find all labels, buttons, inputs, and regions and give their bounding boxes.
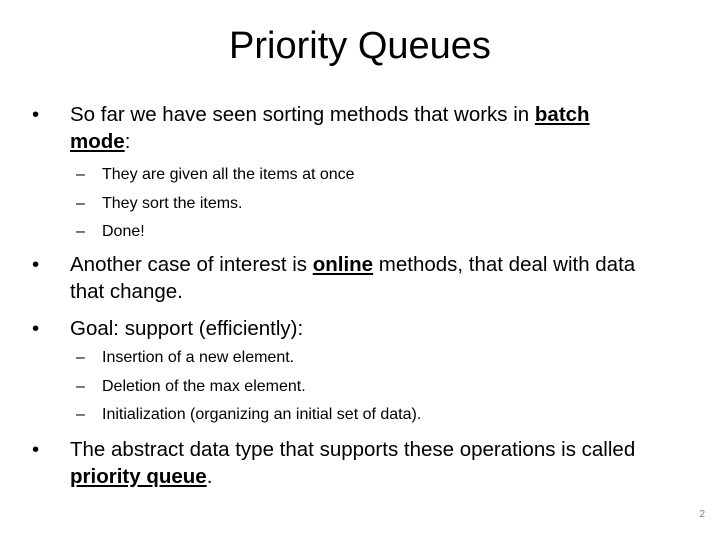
- bullet-goal: [32, 315, 670, 342]
- subitem-text: They are given all the items at once: [102, 166, 355, 183]
- subitem-text: They sort the items.: [102, 195, 243, 212]
- bullet-online: [32, 251, 670, 305]
- dash-marker: –: [76, 195, 85, 212]
- bullet-marker: •: [32, 438, 40, 461]
- bullet-text-end: :: [124, 130, 131, 153]
- subitem-text: Initialization (organizing an initial set of data).: [102, 406, 422, 423]
- subitem: [76, 405, 662, 425]
- subitem-text: Done!: [102, 223, 145, 240]
- page-number: 2: [699, 509, 705, 520]
- bullet-text: Goal: support (efficiently):: [70, 317, 304, 340]
- bullet-text: So far we have seen sorting methods that works in: [70, 103, 535, 126]
- bullet-marker: •: [32, 103, 40, 126]
- term-online: online: [312, 253, 374, 276]
- bullet-marker: •: [32, 317, 40, 340]
- subitem-text: Deletion of the max element.: [102, 378, 306, 395]
- subitem: [76, 194, 662, 214]
- term-batch: batch: [534, 103, 590, 126]
- bullet-text: The abstract data type that supports these operations is called: [70, 438, 636, 461]
- subitem: [76, 348, 662, 368]
- subitem: [76, 222, 662, 242]
- term-mode: mode: [70, 130, 125, 153]
- bullet-marker: •: [32, 253, 40, 276]
- slide-title: Priority Queues: [229, 25, 491, 67]
- bullet-text: Another case of interest is: [70, 253, 313, 276]
- dash-marker: –: [76, 406, 85, 423]
- dash-marker: –: [76, 166, 85, 183]
- subitem: [76, 165, 662, 185]
- bullet-text-end: methods, that deal with data that change.: [70, 253, 636, 303]
- bullet-text-end: .: [206, 465, 213, 488]
- dash-marker: –: [76, 378, 85, 395]
- bullet-priority-queue: [32, 436, 670, 490]
- dash-marker: –: [76, 223, 85, 240]
- dash-marker: –: [76, 349, 85, 366]
- subitem-text: Insertion of a new element.: [102, 349, 295, 366]
- bullet-batch-mode: [32, 101, 670, 155]
- subitem: [76, 377, 662, 397]
- term-priority-queue: priority queue: [70, 465, 207, 488]
